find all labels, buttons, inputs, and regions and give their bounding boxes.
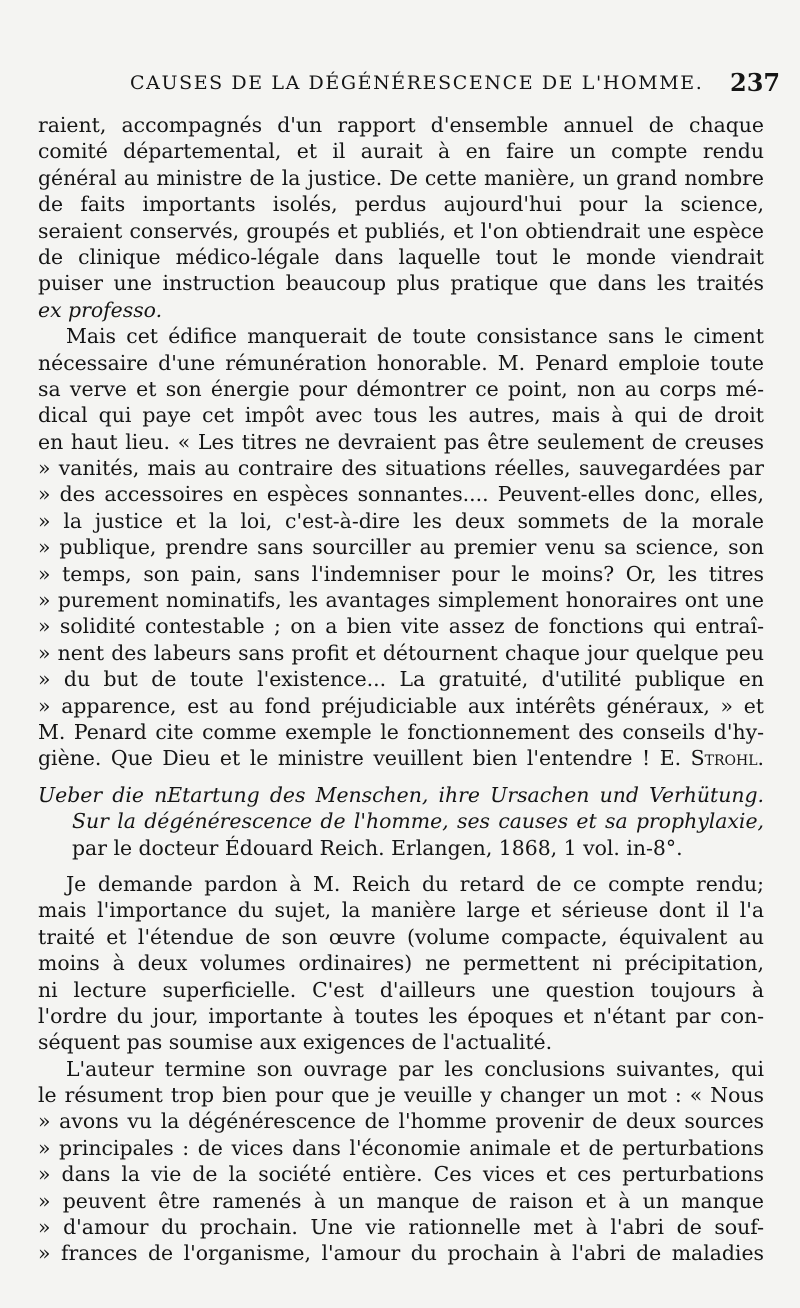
text-line: L'auteur termine son ouvrage par les conclusions suivantes, qui xyxy=(66,1056,764,1081)
text-line: nécessaire d'une rémunération honorable. M. Penard emploie toute xyxy=(38,350,764,375)
text-line: de faits importants isolés, perdus aujourd'hui pour la science, xyxy=(38,192,764,217)
text-line: dical qui paye cet impôt avec tous les autres, mais à qui de droit xyxy=(38,403,764,428)
text-line: » peuvent être ramenés à un manque de raison et à un manque xyxy=(38,1188,764,1213)
paragraph-2 xyxy=(38,323,764,772)
text-line: » des accessoires en espèces sonnantes.... Peuvent-elles donc, elles, xyxy=(38,482,764,507)
text-line: » principales : de vices dans l'économie animale et de perturbations xyxy=(38,1135,764,1160)
text-line: sa verve et son énergie pour démontrer ce point, non au corps mé- xyxy=(38,376,764,401)
text-line: en haut lieu. « Les titres ne devraient pas être seulement de creuses xyxy=(38,429,764,454)
text-fragment: giène. Que Dieu et le ministre veuillent bien l'entendre ! xyxy=(38,746,651,771)
text-line: puiser une instruction beaucoup plus pratique que dans les traités xyxy=(38,271,764,296)
text-line: M. Penard cite comme exemple le fonctionnement des conseils d'hy- xyxy=(38,719,764,744)
text-line: moins à deux volumes ordinaires) ne permettent ni précipitation, xyxy=(38,951,764,976)
text-line: séquent pas soumise aux exigences de l'actualité. xyxy=(38,1030,553,1055)
signature: E. Strohl. xyxy=(659,746,764,771)
text-line: de clinique médico-légale dans laquelle tout le monde viendrait xyxy=(38,244,764,269)
text-line: général au ministre de la justice. De cette manière, un grand nombre xyxy=(38,165,764,190)
review-author-line: par le docteur Édouard Reich. Erlangen, 1868, 1 vol. in-8°. xyxy=(72,835,683,860)
page-body xyxy=(38,112,764,1267)
text-line: » purement nominatifs, les avantages simplement honoraires ont une xyxy=(38,588,764,613)
paragraph-4 xyxy=(38,1056,764,1267)
text-line: » vanités, mais au contraire des situations réelles, sauvegardées par xyxy=(38,456,764,481)
text-line: Mais cet édifice manquerait de toute consistance sans le ciment xyxy=(66,324,764,349)
page-number: 237 xyxy=(730,68,781,97)
text-line: » la justice et la loi, c'est-à-dire les deux sommets de la morale xyxy=(38,508,764,533)
text-line: » dans la vie de la société entière. Ces vices et ces perturbations xyxy=(38,1162,764,1187)
paragraph-3 xyxy=(38,871,764,1056)
text-line: » temps, son pain, sans l'indemniser pour le moins? Or, les titres xyxy=(38,561,764,586)
text-line: l'ordre du jour, importante à toutes les époques et n'étant par con- xyxy=(38,1003,764,1028)
paragraph-1 xyxy=(38,112,764,323)
text-line: » avons vu la dégénérescence de l'homme provenir de deux sources xyxy=(38,1109,764,1134)
text-line: » apparence, est au fond préjudiciable aux intérêts généraux, » et xyxy=(38,693,764,718)
text-line: » nent des labeurs sans profit et détournent chaque jour quelque peu xyxy=(38,640,764,665)
text-line: » publique, prendre sans sourciller au premier venu sa science, son xyxy=(38,535,764,560)
text-line: le résument trop bien pour que je veuille y changer un mot : « Nous xyxy=(38,1083,764,1108)
text-line: seraient conservés, groupés et publiés, et l'on obtiendrait une espèce xyxy=(38,218,764,243)
text-line-with-signature xyxy=(38,745,764,771)
text-line: ni lecture superficielle. C'est d'ailleurs une question toujours à xyxy=(38,977,764,1002)
text-line: comité départemental, et il aurait à en faire un compte rendu xyxy=(38,139,764,164)
text-line: ex professo. xyxy=(38,297,163,322)
review-heading xyxy=(38,782,764,861)
text-line: » d'amour du prochain. Une vie rationnelle met à l'abri de souf- xyxy=(38,1215,764,1240)
text-line: mais l'importance du sujet, la manière large et sérieuse dont il l'a xyxy=(38,898,764,923)
review-title-french: Sur la dégénérescence de l'homme, ses causes et sa prophylaxie, xyxy=(72,809,764,834)
text-line: Je demande pardon à M. Reich du retard de ce compte rendu; xyxy=(66,871,764,896)
text-line: raient, accompagnés d'un rapport d'ensemble annuel de chaque xyxy=(38,113,764,137)
text-line: » du but de toute l'existence... La gratuité, d'utilité publique en xyxy=(38,667,764,692)
text-line: » frances de l'organisme, l'amour du prochain à l'abri de maladies xyxy=(38,1241,764,1266)
text-line: traité et l'étendue de son œuvre (volume compacte, équivalent au xyxy=(38,924,764,949)
running-title: CAUSES DE LA DÉGÉNÉRESCENCE DE L'HOMME. xyxy=(130,72,704,94)
text-line: » solidité contestable ; on a bien vite assez de fonctions qui entraî- xyxy=(38,614,764,639)
review-title-german: Ueber die nEtartung des Menschen, ihre Ursachen und Verhütung. xyxy=(38,782,764,807)
page-header xyxy=(0,68,800,108)
